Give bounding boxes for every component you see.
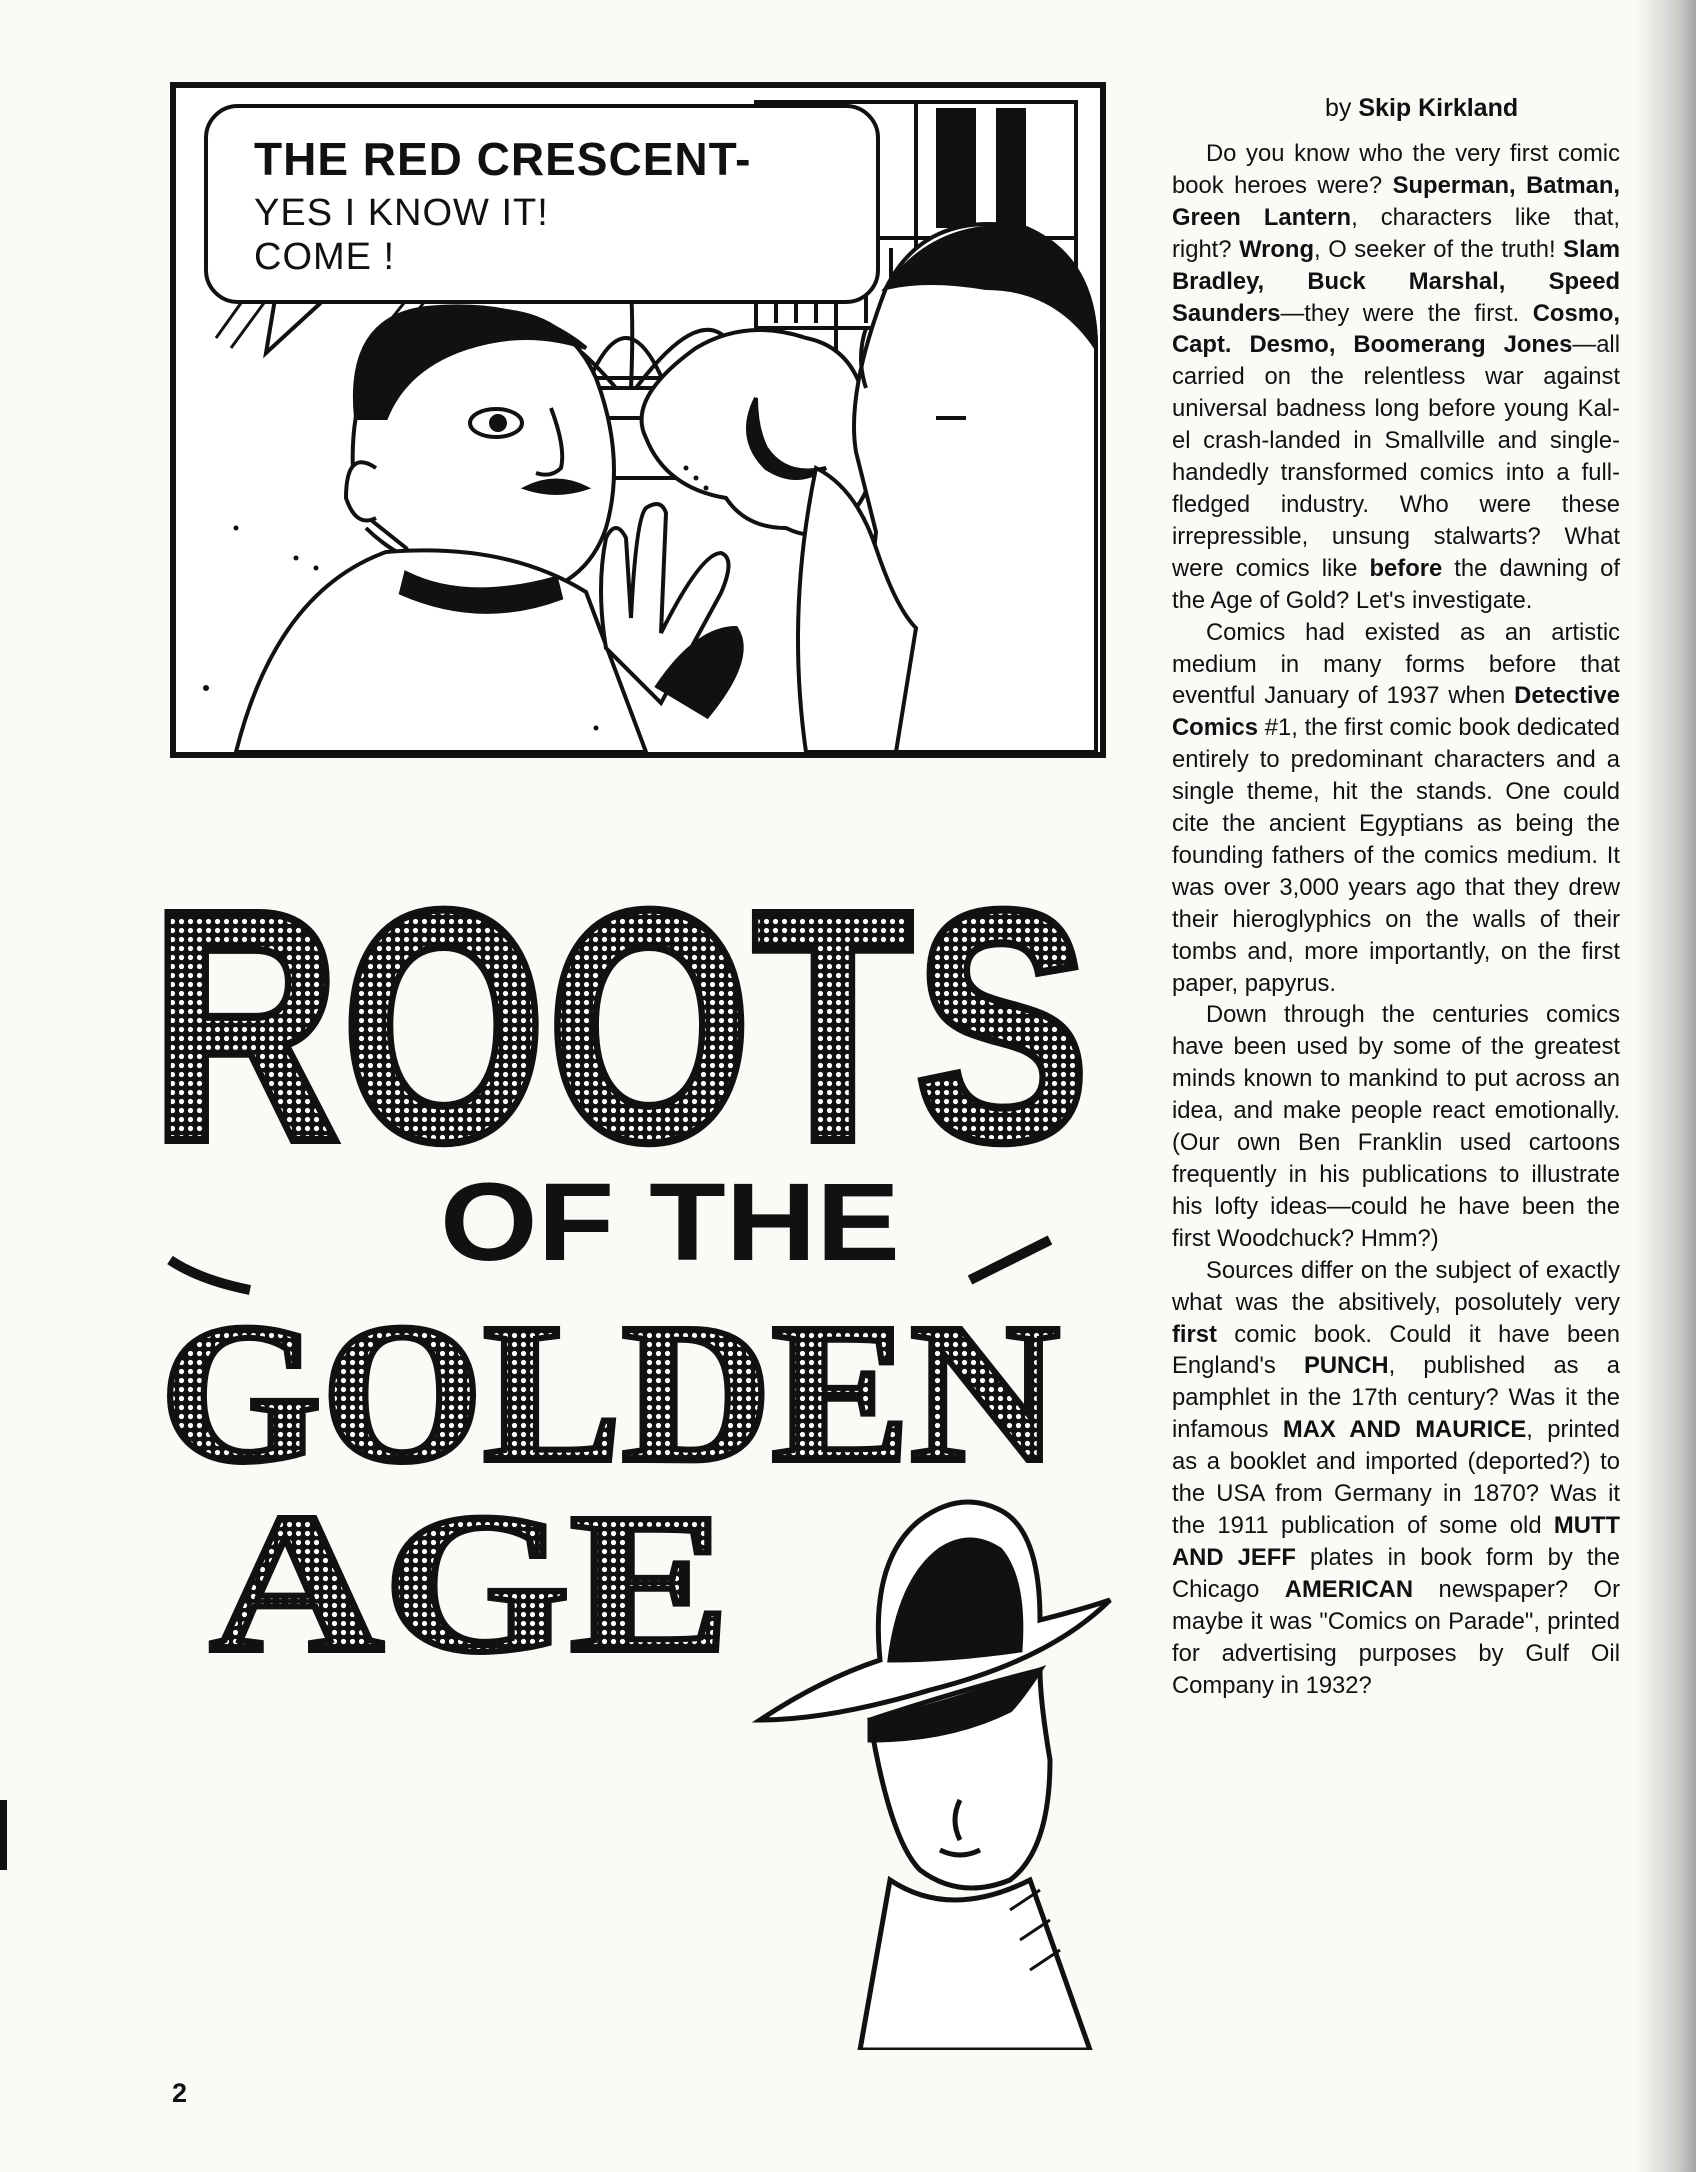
balloon-line-2: YES I KNOW IT! xyxy=(254,192,549,234)
title-word-of-the: OF THE xyxy=(440,1161,900,1284)
title-word-age: AGE xyxy=(210,1473,730,1694)
byline xyxy=(1325,94,1518,123)
bold-run-3: Wrong xyxy=(1239,235,1315,263)
bold-run-1: Detective Comics xyxy=(1172,682,1620,742)
bold-run-1: Superman, Batman, Green Lantern xyxy=(1172,171,1620,231)
byline-author: Skip Kirkland xyxy=(1358,94,1519,122)
article-paragraph-4 xyxy=(1172,1255,1620,1702)
article-paragraph-3 xyxy=(1172,999,1620,1254)
text-run-4: , published as a pamphlet in the 17th century? Was it the infamous xyxy=(1172,1352,1620,1444)
bold-run-9: before xyxy=(1369,554,1443,582)
text-run-6: —they were the first. xyxy=(1280,299,1533,327)
text-run-10: newspaper? Or maybe it was "Comics on Parade", printed for advertising purposes by Gulf Oil Company in 1932? xyxy=(1172,1575,1620,1699)
text-run-10: the dawning of the Age of Gold? Let's investigate. xyxy=(1172,554,1620,614)
text-run-0: Sources differ on the subject of exactly what was the absitively, posolutely very xyxy=(1172,1256,1620,1316)
balloon-line-1: THE RED CRESCENT- xyxy=(254,133,752,185)
text-run-0: Do you know who the very first comic book heroes were? xyxy=(1172,140,1620,199)
speech-balloon xyxy=(204,104,880,304)
text-run-2: #1, the first comic book dedicated entirely to predominant characters and a single theme, hit the stands. One could cite the ancient Egyptians as being the founding fathers of the comics medium. It was over 3,000 years ago that they drew their hieroglyphics on the walls of their tombs and, more importantly, on the first paper, papyrus. xyxy=(1172,714,1620,997)
bold-run-9: AMERICAN xyxy=(1284,1575,1413,1603)
cowboy-illustration xyxy=(740,1470,1120,2050)
comic-panel xyxy=(170,82,1106,758)
article-paragraph-2 xyxy=(1172,617,1620,1000)
bold-run-3: PUNCH xyxy=(1303,1352,1389,1380)
bold-run-7: MUTT AND JEFF xyxy=(1172,1511,1620,1571)
article-body xyxy=(1172,138,1620,1701)
title-word-roots: ROOTS xyxy=(150,841,1090,1210)
text-run-2: comic book. Could it have been England's xyxy=(1172,1320,1620,1380)
page-edge-shadow xyxy=(1636,0,1696,2172)
text-run-8: plates in book form by the Chicago xyxy=(1172,1543,1620,1603)
bold-run-5: MAX AND MAURICE xyxy=(1282,1416,1527,1444)
article-paragraph-1 xyxy=(1172,138,1620,617)
binding-mark xyxy=(0,1800,7,1870)
text-run-0: Comics had existed as an artistic medium in many forms before that eventful January of 1937 when xyxy=(1172,618,1620,710)
text-run-8: —all carried on the relentless war against universal badness long before young Kal-el crash-landed in Smallville and single-handedly transformed comics into a full-fledged industry. Who were these irrepressible, unsung stalwarts? What were comics like xyxy=(1172,331,1620,582)
page-number: 2 xyxy=(172,2078,188,2108)
man-with-moustache xyxy=(236,306,646,752)
text-run-0: Down through the centuries comics have been used by some of the greatest minds known to mankind to put across an idea, and make people react emotionally. (Our own Ben Franklin used cartoons frequently in his publications to illustrate his lofty ideas—could he have been the first Woodchuck? Hmm?) xyxy=(1172,1001,1620,1252)
bold-run-7: Cosmo, Capt. Desmo, Boomerang Jones xyxy=(1172,299,1620,359)
byline-prefix: by xyxy=(1325,94,1352,122)
text-run-6: , printed as a booklet and imported (deported?) to the USA from Germany in 1870? Was it the 1911 publication of some old xyxy=(1172,1416,1620,1539)
bold-run-1: first xyxy=(1172,1320,1217,1348)
balloon-line-3: COME ! xyxy=(254,236,396,278)
bold-run-5: Slam Bradley, Buck Marshal, Speed Saunders xyxy=(1172,235,1621,327)
text-run-2: , characters like that, right? xyxy=(1172,203,1620,263)
title-word-golden: GOLDEN xyxy=(160,1283,1060,1504)
text-run-4: , O seeker of the truth! xyxy=(1314,235,1564,263)
